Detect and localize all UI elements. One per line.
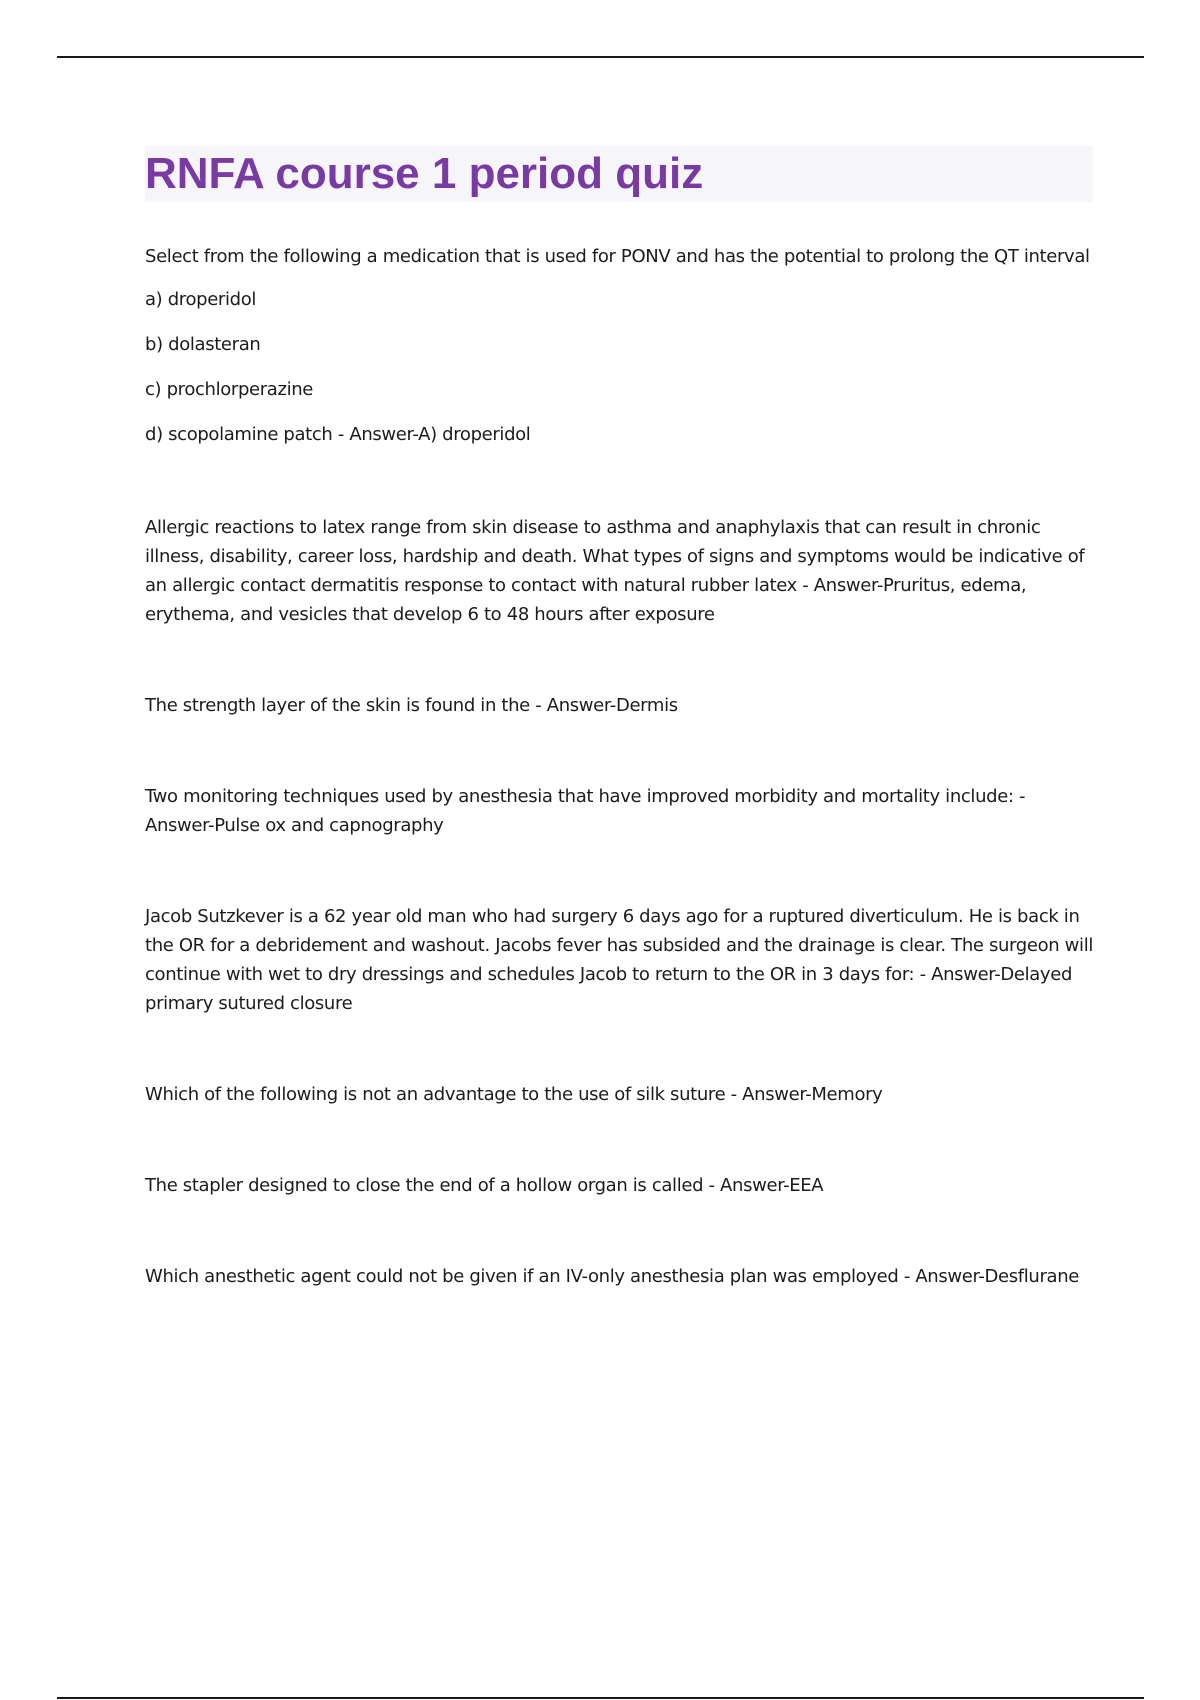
top-rule (57, 56, 1144, 58)
qa-item-6 (145, 1080, 1093, 1109)
qa-text: The strength layer of the skin is found in the - Answer-Dermis (145, 695, 678, 716)
qa-text: The stapler designed to close the end of a hollow organ is called - Answer-EEA (145, 1175, 824, 1196)
qa-item-5 (145, 902, 1093, 1018)
qa-text: Jacob Sutzkever is a 62 year old man who had surgery 6 days ago for a ruptured diverticulum. He is back in the OR for a debridement and washout. Jacobs fever has subsided and the drainage is clear. The surgeon will continue with wet to dry dressings and schedules Jacob to return to the OR in 3 days for: - Answer-Delayed primary sutured closure (145, 906, 1094, 1014)
bottom-rule (57, 1697, 1144, 1699)
qa-item-3 (145, 691, 1093, 720)
page-title: RNFA course 1 period quiz (145, 149, 704, 198)
qa-item-4 (145, 782, 1093, 840)
qa-item-7 (145, 1171, 1093, 1200)
document-body (145, 146, 1093, 1291)
question-text: Select from the following a medication that is used for PONV and has the potential to prolong the QT interval (145, 246, 1090, 267)
option-b: b) dolasteran (145, 334, 261, 355)
title-band (145, 146, 1093, 202)
qa-text: Allergic reactions to latex range from skin disease to asthma and anaphylaxis that can result in chronic illness, disability, career loss, hardship and death. What types of signs and symptoms would be indicative of an allergic contact dermatitis response to contact with natural rubber latex - Answer-Pruritus, edema, erythema, and vesicles that develop 6 to 48 hours after exposure (145, 517, 1085, 625)
option-c: c) prochlorperazine (145, 379, 314, 400)
option-d-answer: d) scopolamine patch - Answer-A) droperidol (145, 424, 531, 445)
qa-item-1 (145, 242, 1093, 449)
qa-text: Which of the following is not an advantage to the use of silk suture - Answer-Memory (145, 1084, 883, 1105)
qa-text: Two monitoring techniques used by anesthesia that have improved morbidity and mortality include: - Answer-Pulse ox and capnography (145, 786, 1026, 836)
qa-list (145, 242, 1093, 1291)
option-a: a) droperidol (145, 289, 257, 310)
qa-text: Which anesthetic agent could not be given if an IV-only anesthesia plan was employed - Answer-Desflurane (145, 1266, 1079, 1287)
qa-item-8 (145, 1262, 1093, 1291)
qa-item-2 (145, 513, 1093, 629)
